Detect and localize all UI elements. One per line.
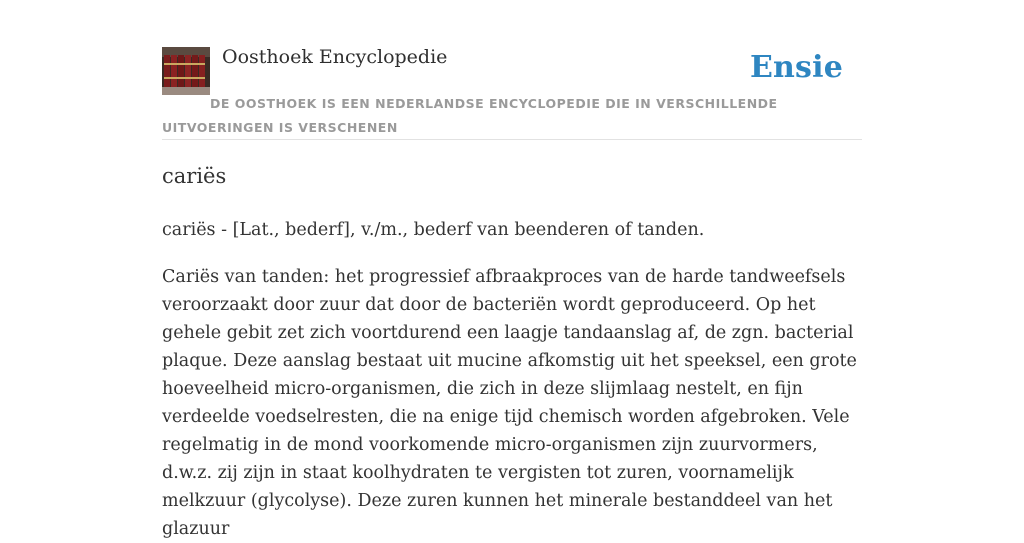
- article-definition: cariës - [Lat., bederf], v./m., bederf van beenderen of tanden.: [162, 220, 705, 240]
- site-tagline: DE OOSTHOEK IS EEN NEDERLANDSE ENCYCLOPEDIE DIE IN VERSCHILLENDE UITVOERINGEN IS VERSCHENEN: [162, 96, 778, 135]
- article-title: cariës: [162, 164, 227, 188]
- article-body: Cariës van tanden: het progressief afbraakproces van de harde tandweefsels veroorzaakt door zuur dat door de bacteriën wordt geproduceerd. Op het gehele gebit zet zich voortdurend een laagje tandaanslag af, de zgn. bacterial plaque. Deze aanslag bestaat uit mucine afkomstig uit het speeksel, een grote hoeveelheid micro-organismen, die zich in deze slijmlaag nestelt, en fijn verdeelde voedselresten, die na enige tijd chemisch worden afgebroken. Vele regelmatig in de mond voorkomende micro-organismen zijn zuurvormers, d.w.z. zij zijn in staat koolhydraten te vergisten tot zuren, voornamelijk melkzuur (glycolyse). Deze zuren kunnen het minerale bestanddeel van het glazuur: [162, 267, 857, 539]
- encyclopedia-books-icon[interactable]: [162, 47, 210, 95]
- site-header: [162, 0, 862, 140]
- page: [162, 0, 862, 539]
- site-name[interactable]: Oosthoek Encyclopedie: [222, 46, 448, 68]
- brand-logo[interactable]: Ensie: [749, 50, 843, 85]
